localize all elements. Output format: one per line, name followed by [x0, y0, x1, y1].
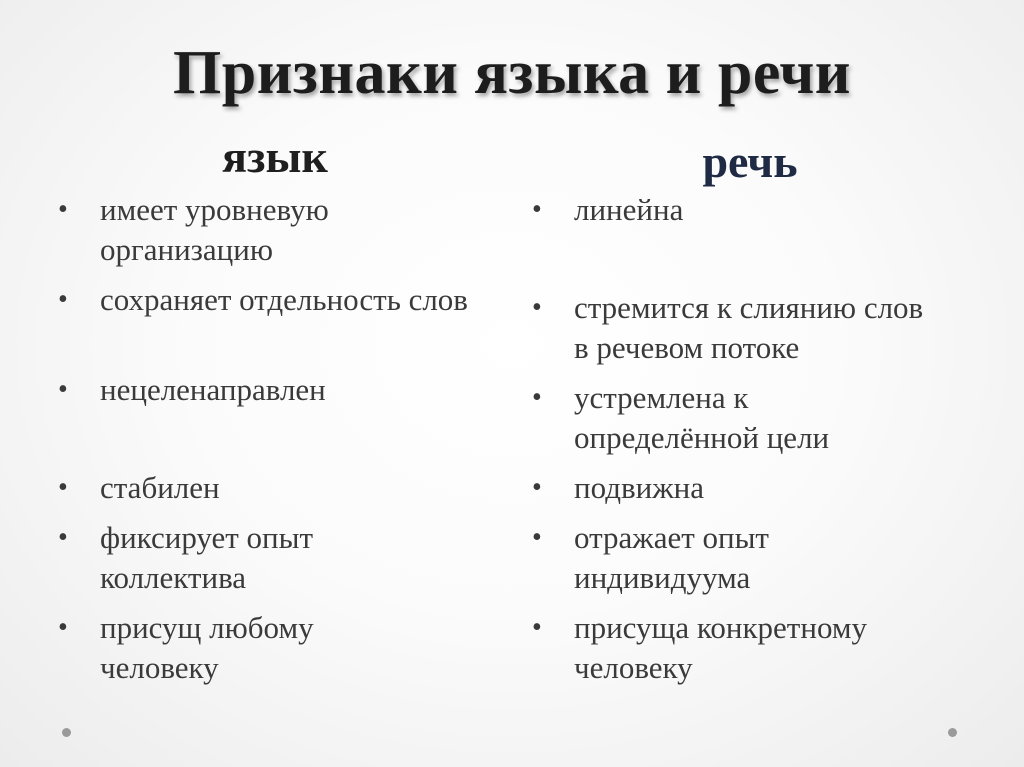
slide-title: Признаки языка и речи [172, 39, 852, 107]
bullet-icon: • [532, 194, 542, 225]
bullet-icon: • [58, 194, 68, 225]
bullet-icon: • [58, 374, 68, 405]
bullet-icon: • [532, 472, 542, 503]
bullet-icon: • [532, 612, 542, 643]
bullet-icon: • [532, 522, 542, 553]
bullet-icon: • [58, 612, 68, 643]
speech-item: присуща конкретному человеку [574, 610, 867, 685]
language-item: присущ любому человеку [100, 610, 314, 685]
speech-item: стремится к слиянию слов в речевом потоке [574, 290, 924, 365]
bullet-icon: • [58, 522, 68, 553]
language-heading: язык [222, 131, 328, 182]
bullet-icon: • [532, 292, 542, 323]
speech-item: подвижна [574, 470, 704, 505]
language-item: имеет уровневую организацию [100, 192, 329, 267]
speech-item: устремлена к определённой цели [574, 380, 830, 455]
speech-item: отражает опыт индивидуума [574, 520, 769, 595]
bullet-icon: • [532, 382, 542, 413]
speech-item: линейна [574, 192, 684, 227]
language-item: стабилен [100, 470, 220, 505]
speech-heading: речь [702, 136, 798, 187]
language-item: сохраняет отдельность слов [100, 282, 468, 317]
corner-dot-icon [62, 728, 71, 737]
bullet-icon: • [58, 472, 68, 503]
language-item: нецеленаправлен [100, 372, 326, 407]
language-item: фиксирует опыт коллектива [100, 520, 314, 595]
bullet-icon: • [58, 284, 68, 315]
corner-dot-icon [948, 728, 957, 737]
